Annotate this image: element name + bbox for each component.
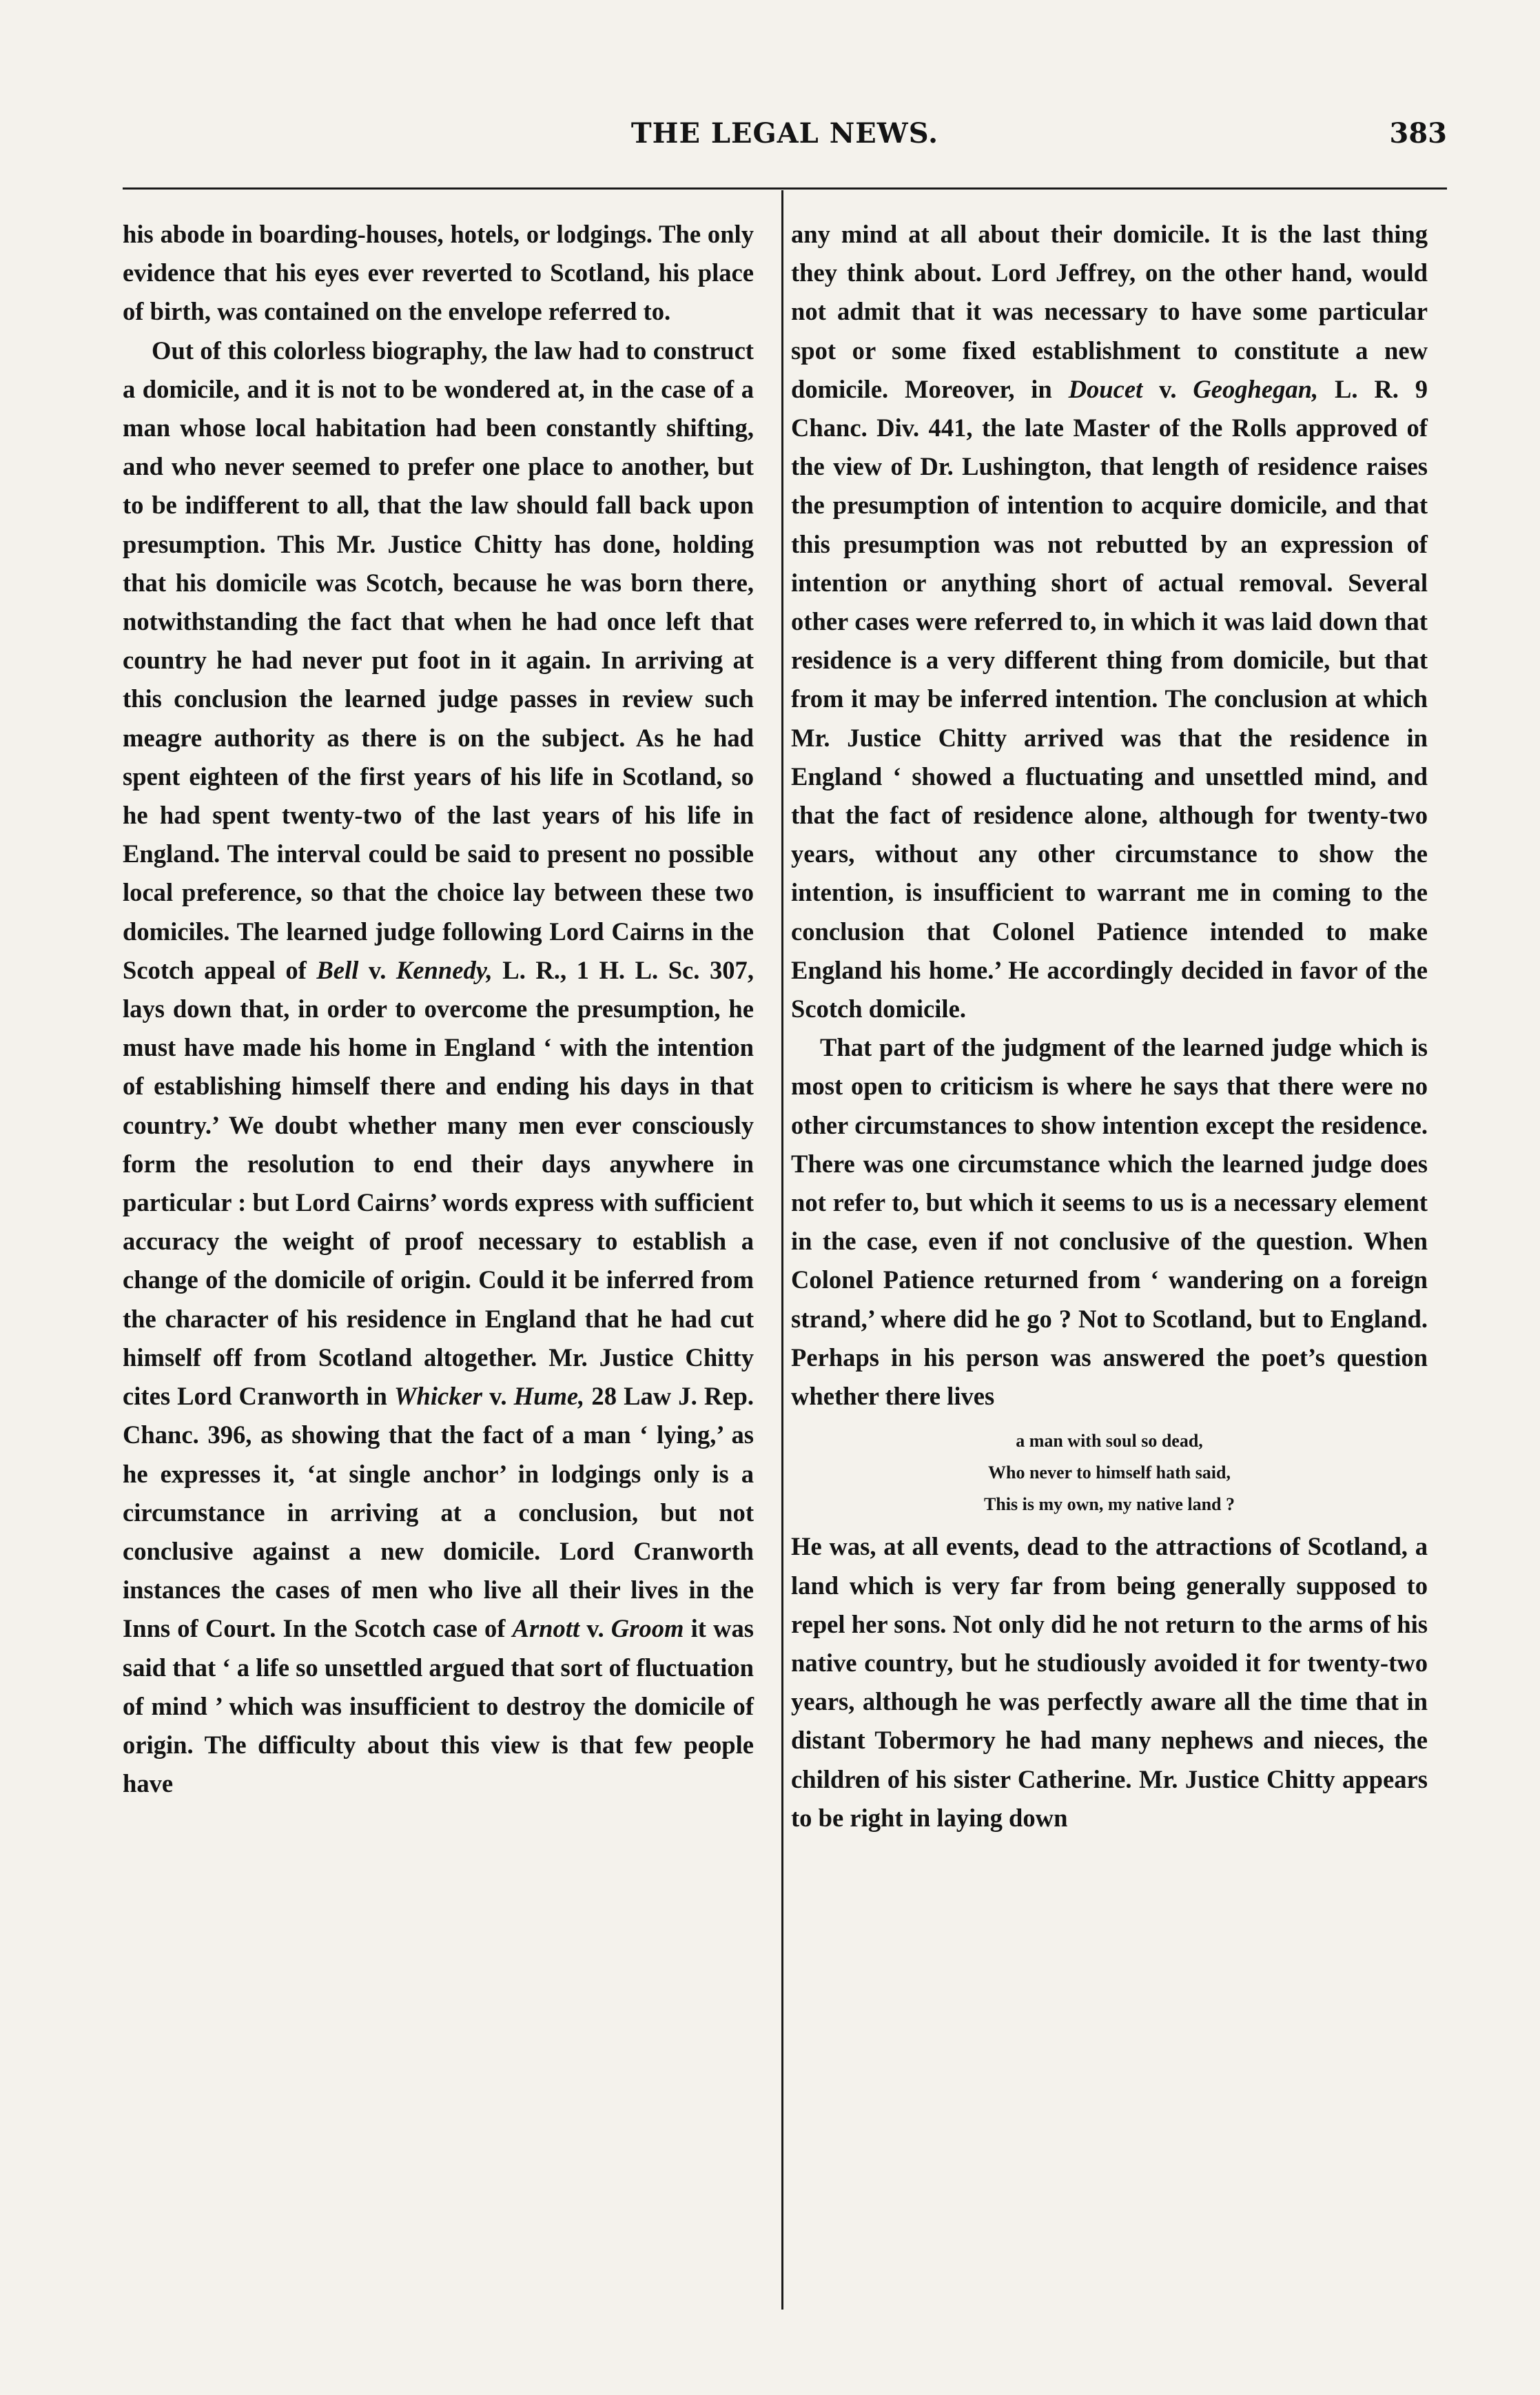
left-paragraph-2 (123, 332, 754, 1804)
case-name-arnott: Arnott (512, 1614, 580, 1643)
poem-line: Who never to himself hath said, (988, 1463, 1231, 1483)
case-v: v. (1142, 374, 1193, 403)
right-paragraph-2: That part of the judgment of the learned judge which is most open to criticism is where he says that there were no other circumstances to show intention except the residence. There was one circumstance which the learned judge does not refer to, but which it seems to us is a necessary element in the case, even if not conclusive of the question. When Colonel Patience returned from ‘ wandering on a foreign strand,’ where did he go ? Not to Scotland, but to England. Perhaps in his person was answered the poet’s question whether there lives (791, 1033, 1428, 1411)
case-name-doucet: Doucet (1068, 374, 1143, 403)
left-column (123, 215, 754, 1803)
header-rule (123, 187, 1447, 190)
left-paragraph-1: his abode in boarding-houses, hotels, or lodgings. The only evidence that his eyes ever reverted to Scotland, his place of birth, was contained on the envelope referred to. (123, 220, 754, 326)
page-header (123, 117, 1447, 167)
running-title: THE LEGAL NEWS. (630, 117, 939, 150)
left-text-2c: 28 Law J. Rep. Chanc. 396, as showing that the fact of a man ‘ lying,’ as he expresses it, ‘at single anchor’ in lodgings only is a circumstance in arriving at a conclusion, but not conclusive against a new domicile. Lord Cranworth instances the cases of men who live all their lives in the Inns of Court. In the Scotch case of (123, 1382, 754, 1643)
poem-line: a man with soul so dead, (1016, 1431, 1203, 1451)
right-text-1b: L. R. 9 Chanc. Div. 441, the late Master of the Rolls approved of the view of Dr. Lushington, that length of residence raises the presumption of intention to acquire domicile, and that this presumption was not rebutted by an expression of intention or anything short of actual removal. Several other cases were referred to, in which it was laid down that residence is a very different thing from domicile, but that from it may be inferred intention. The conclusion at which Mr. Justice Chitty arrived was that the residence in England ‘ showed a fluctuating and unsettled mind, and that the fact of residence alone, although for twenty-two years, without any other circumstance to show the intention, is insufficient to warrant me in coming to the conclusion that Colonel Patience intended to make England his home.’ He accordingly decided in favor of the Scotch domicile. (791, 374, 1428, 1023)
case-name-hume: Hume, (513, 1382, 585, 1411)
page-number: 383 (1389, 117, 1447, 150)
right-paragraph-3: He was, at all events, dead to the attractions of Scotland, a land which is very far from being generally supposed to repel her sons. Not only did he not return to the arms of his native country, but he studiously avoided it for twenty-two years, although he was perfectly aware all the time that in distant Tobermory he had many nephews and nieces, the children of his sister Catherine. Mr. Justice Chitty appears to be right in laying down (791, 1532, 1428, 1832)
poem-line: This is my own, my native land ? (983, 1494, 1235, 1515)
right-column (791, 215, 1428, 1837)
case-name-kennedy: Kennedy, (396, 955, 493, 984)
case-name-groom: Groom (610, 1614, 684, 1643)
poem-quote (791, 1425, 1428, 1520)
left-text-2a: Out of this colorless biography, the law had to construct a domicile, and it is not to be wondered at, in the case of a man whose local habitation had been constantly shifting, and who never seemed to prefer one place to another, but to be indifferent to all, that the law should fall back upon presumption. This Mr. Justice Chitty has done, holding that his domicile was Scotch, because he was born there, notwithstanding the fact that when he had once left that country he had never put foot in it again. In arriving at this conclusion the learned judge passes in review such meagre authority as there is on the subject. As he had spent eighteen of the first years of his life in Scotland, so he had spent twenty-two of the last years of his life in England. The interval could be said to present no possible local preference, so that the choice lay between these two domiciles. The learned judge following Lord Cairns in the Scotch appeal of (123, 336, 754, 984)
case-v: v. (358, 955, 396, 984)
case-v: v. (579, 1614, 611, 1643)
column-rule (781, 190, 783, 2310)
right-paragraph-1 (791, 215, 1428, 1028)
right-text-1a: any mind at all about their domicile. It is the last thing they think about. Lord Jeffrey, on the other hand, would not admit that it was necessary to have some particular spot or some fixed establishment to constitute a new domicile. Moreover, in (791, 220, 1428, 403)
case-name-bell: Bell (316, 955, 359, 984)
left-text-2d: it was said that ‘ a life so unsettled argued that sort of fluctuation of mind ’ which was insufficient to destroy the domicile of origin. The difficulty about this view is that few people have (123, 1614, 754, 1798)
case-name-geoghegan: Geoghegan, (1193, 374, 1319, 403)
left-text-2b: L. R., 1 H. L. Sc. 307, lays down that, in order to overcome the presumption, he must have made his home in England ‘ with the intention of establishing himself there and ending his days in that country.’ We doubt whether many men ever consciously form the resolution to end their days anywhere in particular : but Lord Cairns’ words express with sufficient accuracy the weight of proof necessary to establish a change of the domicile of origin. Could it be inferred from the character of his residence in England that he had cut himself off from Scotland altogether. Mr. Justice Chitty cites Lord Cranworth in (123, 955, 754, 1411)
case-name-whicker: Whicker (394, 1382, 483, 1411)
case-v: v. (482, 1382, 514, 1411)
